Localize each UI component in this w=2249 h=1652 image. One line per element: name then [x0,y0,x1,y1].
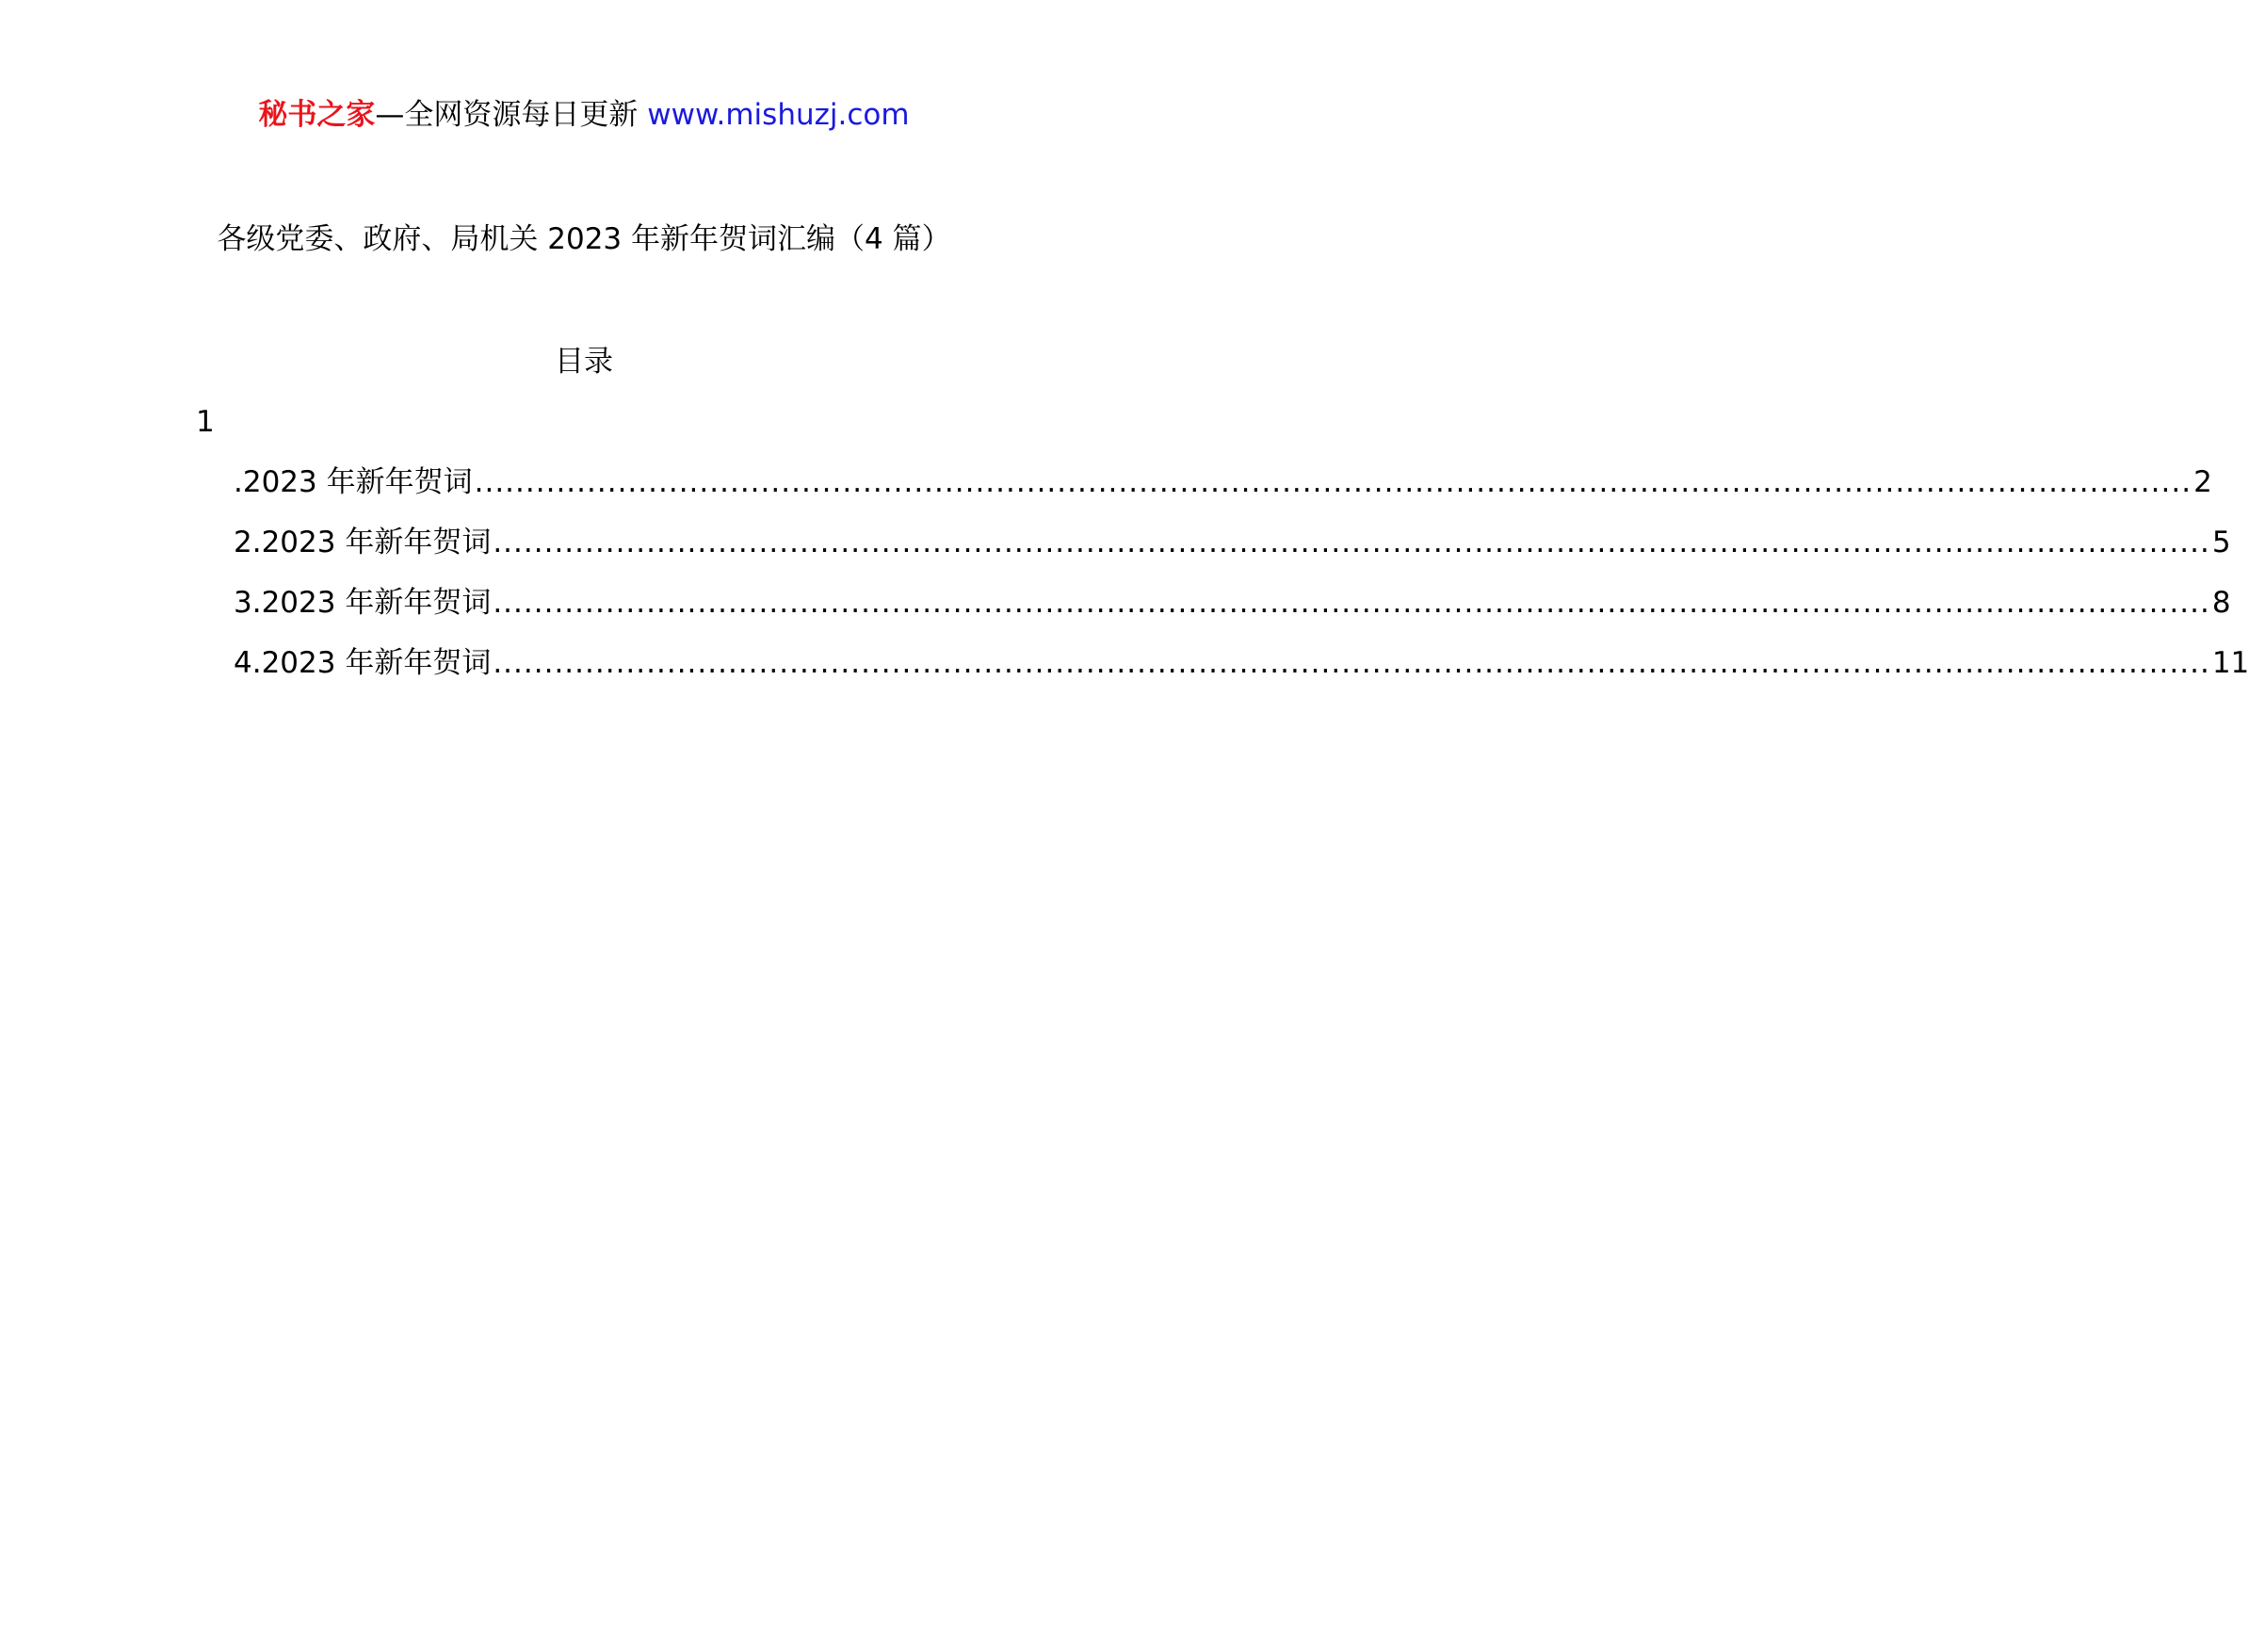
table-of-contents [234,462,2249,703]
toc-entry[interactable] [234,642,2249,703]
toc-entry-label: .2023 年新年贺词 [234,465,473,499]
toc-entry[interactable] [234,522,2231,582]
toc-entry-page: 2 [2193,465,2212,499]
toc-entry-label: 2.2023 年新年贺词 [234,526,492,559]
site-url-link[interactable]: www.mishuzj.com [647,98,910,132]
toc-leader-dots: ........................................................................................................................................................................ [474,465,2192,499]
toc-leader-dots: ........................................................................................................................................................................ [493,526,2210,559]
header-tagline: —全网资源每日更新 [375,98,639,132]
toc-entry-label: 3.2023 年新年贺词 [234,586,492,620]
toc-leader-dots: ........................................................................................................................................................................ [493,586,2210,620]
toc-entry-page: 11 [2211,646,2249,680]
toc-entry-label: 4.2023 年新年贺词 [234,646,492,680]
toc-entry[interactable] [234,582,2231,642]
brand-name: 秘书之家 [258,98,376,132]
toc-leader-dots: ........................................................................................................................................................................ [493,646,2210,680]
toc-stray-number: 1 [196,405,215,439]
toc-entry-page: 5 [2211,526,2231,559]
toc-entry[interactable] [234,462,2212,522]
toc-entry-page: 8 [2211,586,2231,620]
site-header [0,94,1168,136]
document-title: 各级党委、政府、局机关 2023 年新年贺词汇编（4 篇） [217,222,951,256]
toc-heading: 目录 [555,345,613,379]
